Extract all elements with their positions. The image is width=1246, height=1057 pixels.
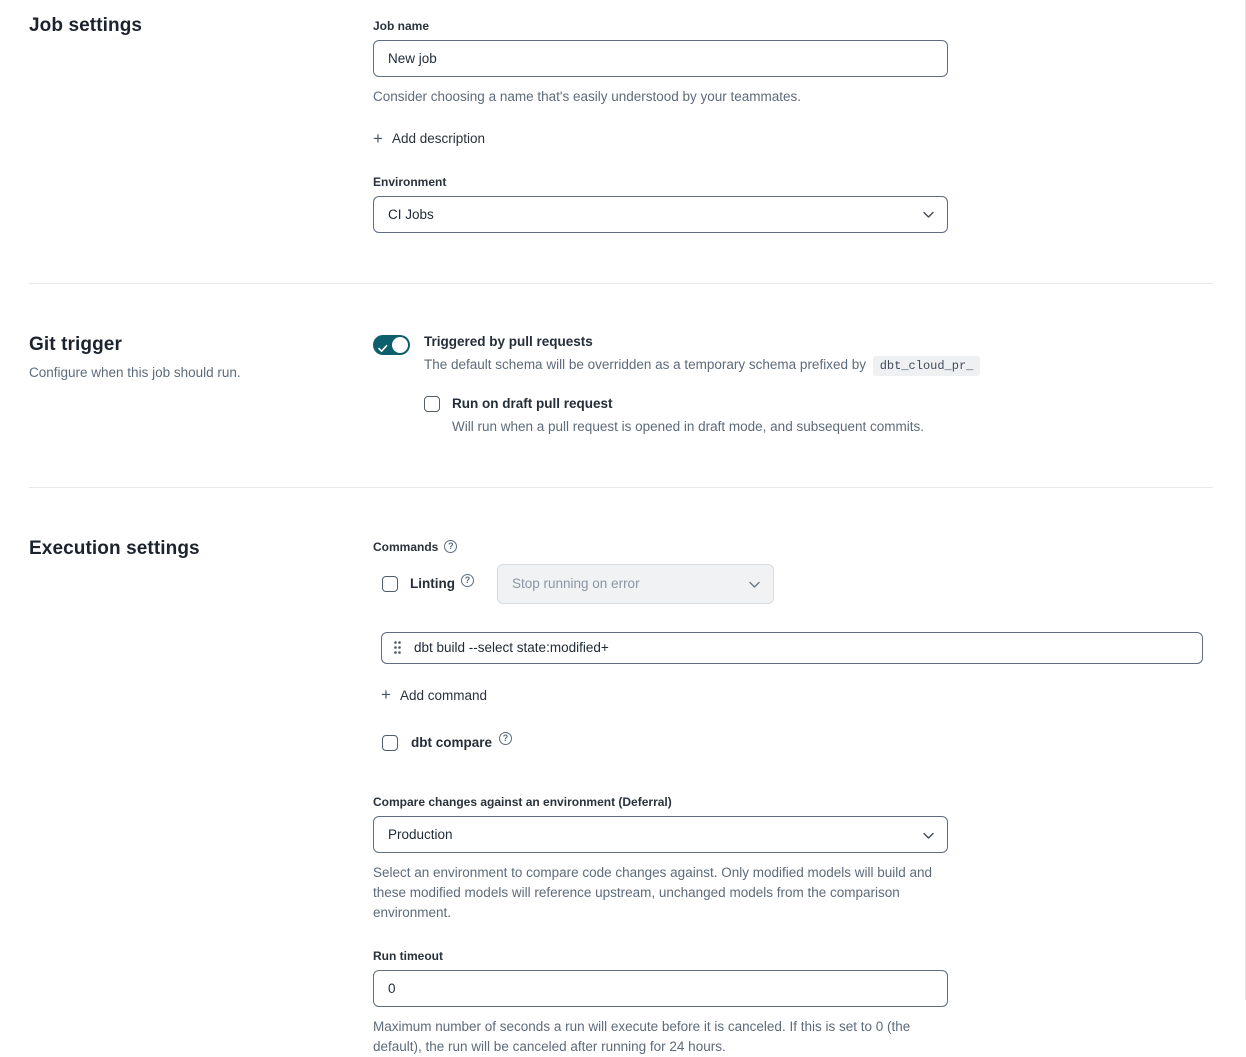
dbt-compare-checkbox[interactable]: [382, 735, 398, 751]
page-title: Job settings: [29, 15, 373, 37]
chevron-down-icon: [749, 576, 760, 591]
section-job-settings-content: [373, 15, 1213, 233]
section-job-settings-header: [29, 15, 373, 37]
draft-pr-label: Run on draft pull request: [452, 396, 924, 412]
linting-mode-value: Stop running on error: [512, 576, 640, 591]
section-git-trigger-content: [373, 334, 1213, 437]
deferral-help: Select an environment to compare code changes against. Only modified models will build and these modified models will reference upstream, unchanged models from the comparison environment.: [373, 863, 948, 923]
commands-help-icon[interactable]: ?: [444, 540, 457, 553]
dbt-compare-row: [373, 735, 1213, 751]
schema-prefix-code: dbt_cloud_pr_: [873, 356, 981, 376]
deferral-label: Compare changes against an environment (Deferral): [373, 795, 1213, 809]
linting-help-icon[interactable]: ?: [461, 574, 474, 587]
linting-row: [373, 564, 1213, 604]
pr-trigger-description: [424, 355, 980, 376]
git-trigger-title: Git trigger: [29, 334, 373, 356]
run-timeout-label: Run timeout: [373, 949, 1213, 963]
add-description-button[interactable]: [373, 129, 485, 148]
draft-pr-checkbox[interactable]: [424, 396, 440, 412]
pr-trigger-label: Triggered by pull requests: [424, 334, 980, 350]
plus-icon: +: [373, 132, 383, 146]
section-git-trigger: [29, 284, 1213, 437]
job-name-input[interactable]: [373, 40, 948, 77]
job-name-help: Consider choosing a name that's easily understood by your teammates.: [373, 87, 953, 107]
environment-label: Environment: [373, 175, 1213, 189]
section-git-trigger-header: [29, 334, 373, 380]
linting-checkbox[interactable]: [382, 576, 398, 592]
draft-pr-description: Will run when a pull request is opened in draft mode, and subsequent commits.: [452, 417, 924, 437]
run-timeout-help: Maximum number of seconds a run will execute before it is canceled. If this is set to 0 (the default), the run will be canceled after running for 24 hours.: [373, 1017, 953, 1057]
check-icon: [378, 340, 388, 358]
commands-label: Commands: [373, 540, 438, 554]
section-execution-settings-content: [373, 538, 1213, 1057]
drag-handle-icon[interactable]: [394, 641, 401, 654]
add-command-label: Add command: [400, 688, 487, 703]
environment-select[interactable]: [373, 196, 948, 233]
deferral-select[interactable]: [373, 816, 948, 853]
pr-trigger-description-text: The default schema will be overridden as a temporary schema prefixed by: [424, 357, 866, 372]
section-job-settings: [29, 15, 1213, 233]
toggle-knob: [392, 337, 408, 353]
pr-trigger-toggle[interactable]: [373, 335, 410, 355]
dbt-compare-label: dbt compare: [411, 735, 492, 751]
linting-label: Linting: [410, 576, 455, 592]
plus-icon: +: [381, 688, 391, 702]
linting-mode-select[interactable]: [497, 564, 774, 604]
git-trigger-subtitle: Configure when this job should run.: [29, 365, 373, 380]
section-execution-settings: [29, 488, 1213, 1057]
add-command-button[interactable]: [381, 686, 487, 705]
run-timeout-input[interactable]: [373, 970, 948, 1007]
chevron-down-icon: [923, 827, 934, 842]
command-input[interactable]: dbt build --select state:modified+: [414, 640, 609, 655]
deferral-selected-value: Production: [388, 827, 453, 842]
dbt-compare-help-icon[interactable]: ?: [499, 732, 512, 745]
environment-selected-value: CI Jobs: [388, 207, 434, 222]
add-description-label: Add description: [392, 131, 485, 146]
section-execution-settings-header: [29, 538, 373, 560]
chevron-down-icon: [923, 207, 934, 222]
job-name-label: Job name: [373, 19, 1213, 33]
execution-settings-title: Execution settings: [29, 538, 373, 560]
command-row[interactable]: [381, 632, 1203, 664]
